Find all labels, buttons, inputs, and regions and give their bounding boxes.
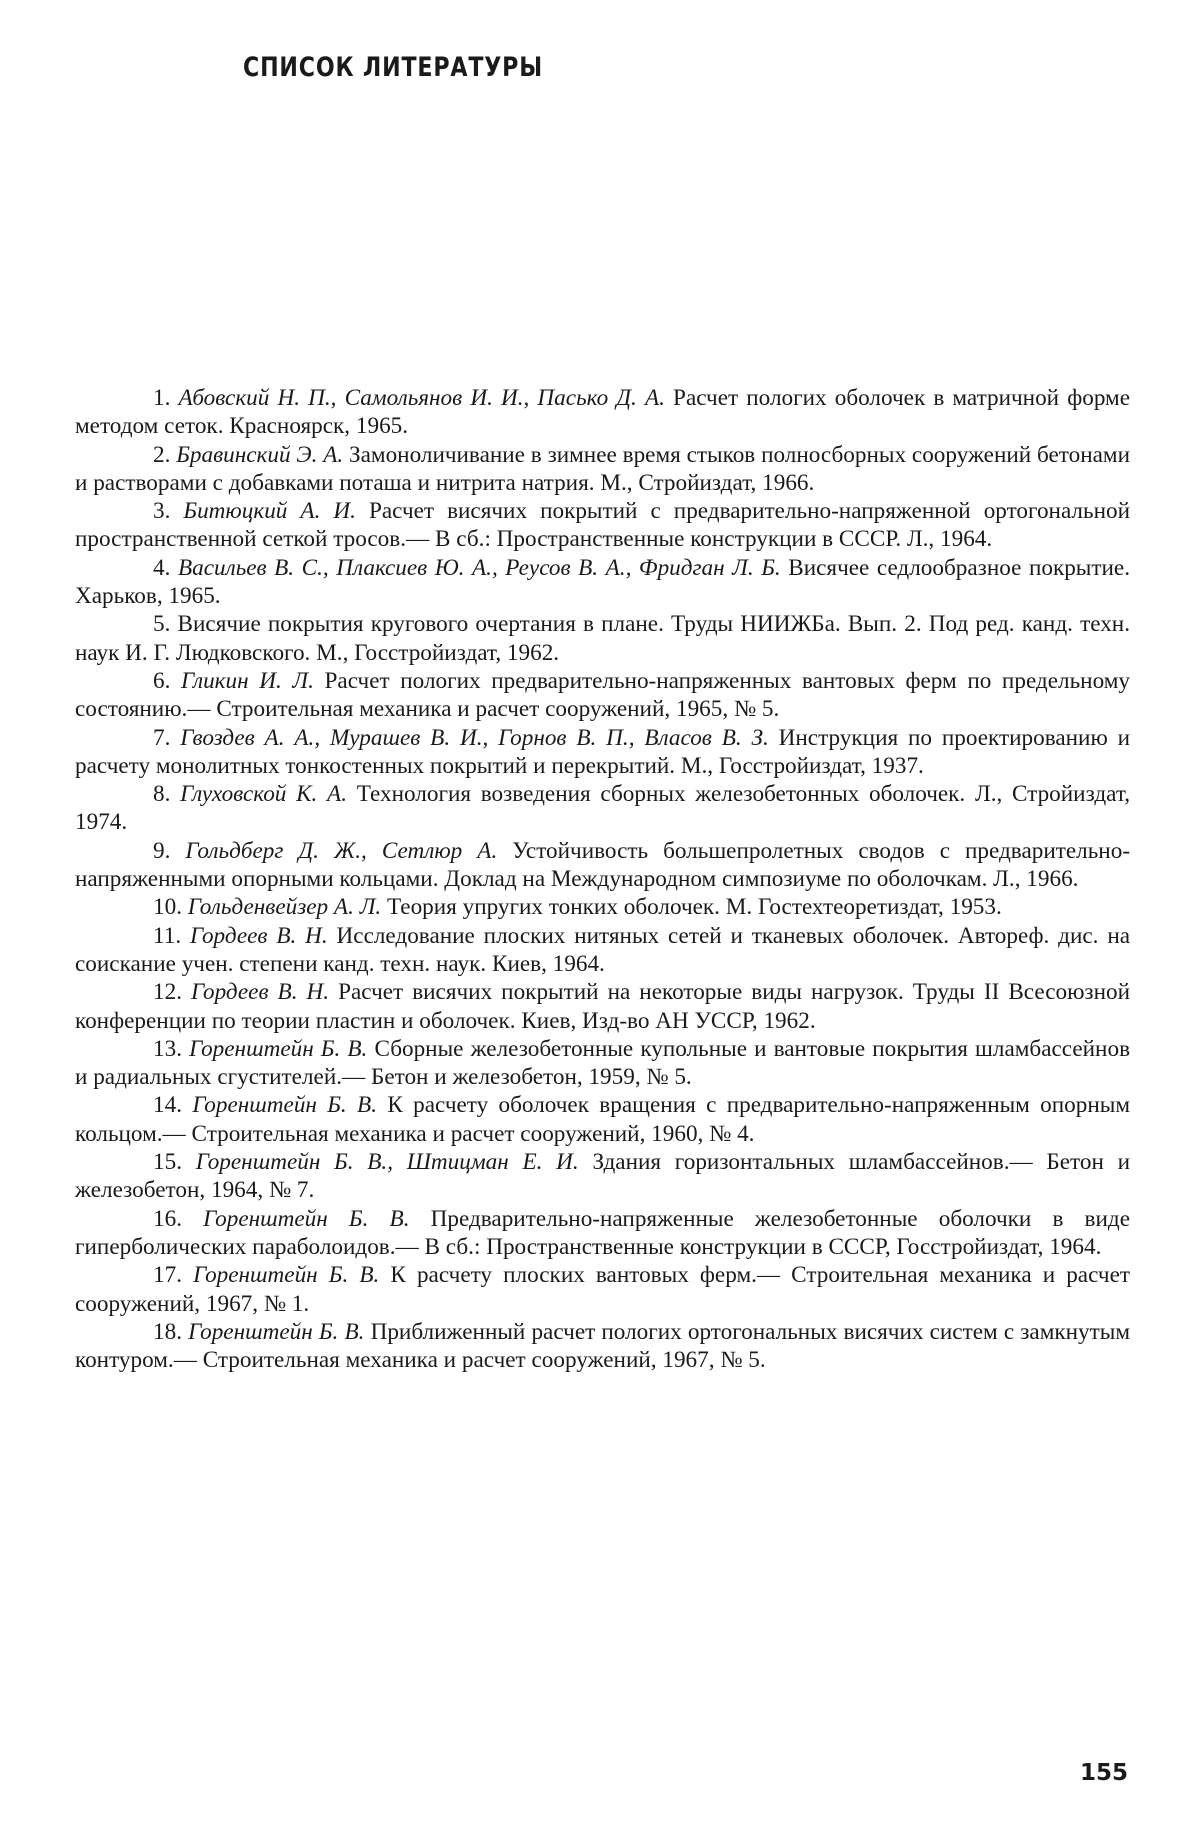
entry-text: Висячие покрытия кругового очертания в плане. Труды НИИЖБа. Вып. 2. Под ред. канд. техн. наук И. Г. Людковского. М., Госстройиздат, 1962. [75,611,1130,666]
entry-authors: Гольденвейзер А. Л. [187,894,382,921]
entry-number: 6. [153,667,171,694]
entry-authors: Гвоздев А. А., Мурашев В. И., Горнов В. П., Власов В. З. [180,724,769,751]
entry-number: 4. [153,554,171,581]
entry-authors: Бравинский Э. А. [176,441,344,468]
entry-authors: Гордеев В. Н. [189,922,328,949]
bibliography-entry [75,497,1130,554]
entry-text: Замоноличивание в зимнее время стыков полносборных сооружений бетонами и растворами с добавками поташа и нитрита натрия. М., Стройиздат, 1966. [75,441,1130,496]
entry-authors: Васильев В. С., Плаксиев Ю. А., Реусов В. А., Фридган Л. Б. [177,554,781,581]
entry-authors: Горенштейн Б. В. [188,1318,365,1345]
entry-number: 12. [153,979,182,1006]
bibliography-entry [75,893,1130,921]
bibliography-entry [75,1148,1130,1205]
entry-number: 7. [153,724,171,751]
entry-text: Расчет пологих оболочек в матричной форме методом сеток. Красноярск, 1965. [75,385,1131,440]
entry-text: К расчету плоских вантовых ферм.— Строительная механика и расчет сооружений, 1967, № 1. [75,1262,1131,1317]
entry-authors: Горенштейн Б. В. [192,1092,377,1119]
entry-authors: Горенштейн Б. В. [193,1262,380,1289]
bibliography-entry [75,610,1130,667]
page-number: 155 [1079,1760,1128,1786]
entry-text: Приближенный расчет пологих ортогональных висячих систем с замкнутым контуром.— Строительная механика и расчет сооружений, 1967, № 5. [75,1318,1131,1374]
entry-number: 18. [153,1318,182,1345]
entry-text: Устойчивость большепролетных сводов с предварительно-напряженными опорными кольцами. Доклад на Международном симпозиуме по оболочкам. Л., 1966. [75,837,1131,893]
entry-text: Расчет висячих покрытий на некоторые виды нагрузок. Труды II Всесоюзной конференции по теории пластин и оболочек. Киев, Изд-во АН УССР, 1962. [75,979,1131,1034]
entry-text: Расчет висячих покрытий с предварительно-напряженной ортогональной пространственной сеткой тросов.— В сб.: Пространственные конструкции в СССР. Л., 1964. [75,498,1130,553]
entry-text: Технология возведения сборных железобетонных оболочек. Л., Стройиздат, 1974. [75,781,1131,836]
entry-number: 10. [153,894,182,921]
entry-authors: Глуховской К. А. [180,781,347,808]
entry-number: 5. [153,611,171,638]
entry-text: Предварительно-напряженные железобетонные оболочки в виде гиперболических параболоидов.— В сб.: Пространственные конструкции в СССР, Госстройиздат, 1964. [75,1205,1131,1260]
bibliography-entry [75,978,1130,1035]
entry-text: Висячее седлообразное покрытие. Харьков, 1965. [75,554,1131,610]
bibliography-entry [75,1091,1130,1148]
bibliography-list [75,384,1130,1374]
entry-text: Теория упругих тонких оболочек. М. Гостехтеоретиздат, 1953. [387,894,1002,921]
entry-text: Исследование плоских нитяных сетей и тканевых оболочек. Автореф. дис. на соискание учен. степени канд. техн. наук. Киев, 1964. [75,922,1131,977]
entry-number: 3. [153,498,171,525]
bibliography-entry [75,780,1130,837]
entry-number: 2. [153,441,171,468]
entry-text: Здания горизонтальных шламбассейнов.— Бетон и железобетон, 1964, № 7. [75,1149,1131,1204]
entry-text: Инструкция по проектированию и расчету монолитных тонкостенных покрытий и перекрытий. М., Госстройиздат, 1937. [75,724,1131,779]
bibliography-entry [75,667,1130,724]
entry-authors: Гликин И. Л. [181,667,314,694]
entry-authors: Абовский Н. П., Самольянов И. И., Пасько Д. А. [178,385,665,411]
bibliography-entry [75,1035,1130,1092]
entry-number: 1. [153,385,171,411]
bibliography-entry [75,1318,1130,1375]
entry-number: 11. [153,922,182,949]
entry-number: 13. [153,1035,182,1062]
bibliography-entry [75,922,1130,979]
entry-authors: Горенштейн Б. В. [189,1035,368,1062]
entry-authors: Горенштейн Б. В., Штицман Е. И. [195,1149,579,1176]
entry-text: К расчету оболочек вращения с предварительно-напряженным опорным кольцом.— Строительная механика и расчет сооружений, 1960, № 4. [75,1092,1131,1147]
bibliography-entry [75,1261,1130,1318]
entry-number: 8. [153,781,171,808]
entry-number: 15. [153,1149,182,1176]
bibliography-entry [75,441,1130,498]
page-title: СПИСОК ЛИТЕРАТУРЫ [243,52,543,83]
bibliography-entry [75,1205,1130,1262]
entry-authors: Гордеев В. Н. [191,979,330,1006]
bibliography-entry [75,837,1130,894]
entry-number: 17. [153,1262,182,1289]
entry-authors: Гольдберг Д. Ж., Сетлюр А. [185,837,498,864]
entry-number: 16. [153,1205,182,1232]
entry-authors: Горенштейн Б. В. [203,1205,410,1232]
entry-number: 9. [153,837,171,864]
bibliography-entry [75,724,1130,781]
bibliography-entry [75,384,1130,441]
entry-number: 14. [153,1092,182,1119]
entry-authors: Битюцкий А. И. [183,498,356,525]
entry-text: Расчет пологих предварительно-напряженных вантовых ферм по предельному состоянию.— Строительная механика и расчет сооружений, 1965, № 5. [75,667,1130,723]
entry-text: Сборные железобетонные купольные и вантовые покрытия шламбассейнов и радиальных сгустителей.— Бетон и железобетон, 1959, № 5. [75,1035,1131,1091]
bibliography-entry [75,554,1130,611]
